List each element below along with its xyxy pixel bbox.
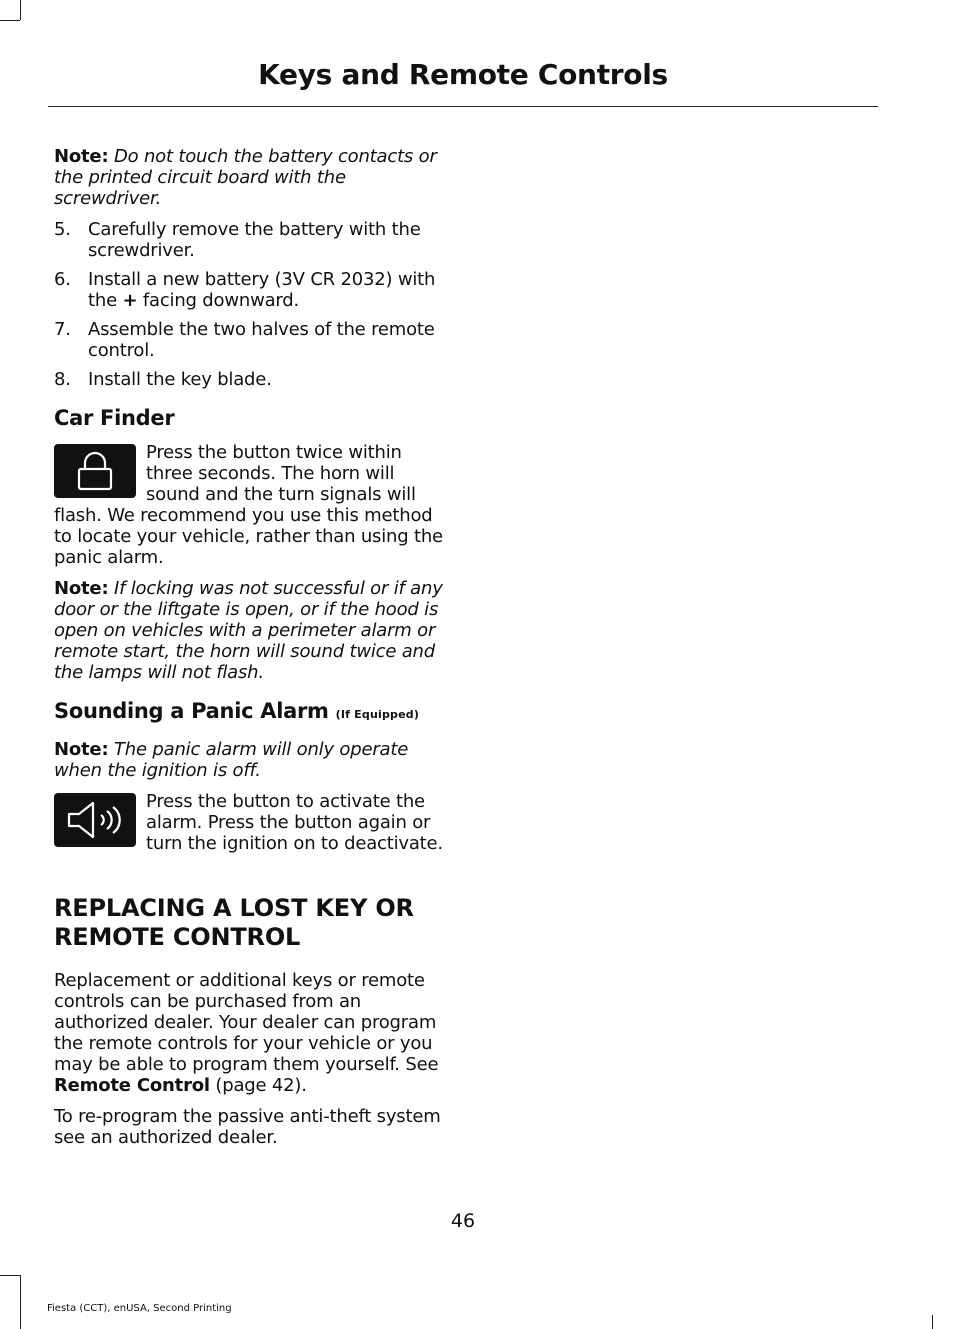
locking-note [54, 578, 446, 683]
main-column [54, 146, 446, 1148]
note-text: If locking was not successful or if any door or the liftgate is open, or if the hood is open on vehicles with a perimeter alarm or remote start, the horn will sound twice and the lamps will not flash. [54, 578, 443, 683]
panic-alarm-title: Sounding a Panic Alarm [54, 699, 329, 723]
crop-mark [20, 0, 21, 20]
step-text: facing downward. [137, 290, 300, 311]
replacing-key-heading [54, 894, 446, 952]
list-item [54, 319, 446, 361]
car-finder-text: Press the button twice within three seconds. The horn will sound and the turn signals will flash. We recommend you use this method to locate your vehicle, rather than using the panic alarm. [54, 442, 443, 568]
page-title: Keys and Remote Controls [258, 58, 668, 91]
crop-mark [0, 20, 20, 21]
step-text: Install a new battery (3V CR 2032) with the [88, 269, 436, 311]
paragraph-text: (page 42). [209, 1075, 307, 1096]
panic-note [54, 739, 446, 781]
panic-alarm-text: Press the button to activate the alarm. Press the button again or turn the ignition on to deactivate. [146, 791, 443, 854]
panic-alarm-heading [54, 699, 446, 727]
step-number: 8. [54, 369, 71, 390]
list-item [54, 219, 446, 261]
replacing-paragraph [54, 970, 446, 1096]
step-text: Install the key blade. [88, 369, 272, 390]
crop-mark [932, 1315, 933, 1329]
car-finder-heading: Car Finder [54, 406, 175, 430]
list-item [54, 269, 446, 311]
reprogram-paragraph: To re-program the passive anti-theft system see an authorized dealer. [54, 1106, 441, 1148]
step-number: 6. [54, 269, 71, 290]
crop-mark [20, 1275, 21, 1329]
paragraph-text: Replacement or additional keys or remote controls can be purchased from an authorized dealer. Your dealer can program the remote controls for your vehicle or you may be able to program them yourself. See [54, 970, 439, 1075]
page-number: 46 [450, 1210, 476, 1232]
step-text: Carefully remove the battery with the screwdriver. [88, 219, 421, 261]
remote-control-reference: Remote Control [54, 1075, 210, 1096]
plus-symbol: + [122, 290, 138, 311]
steps-list [54, 219, 446, 390]
note-label: Note: [54, 146, 109, 167]
heading-line: REMOTE CONTROL [54, 923, 301, 951]
step-text: Assemble the two halves of the remote control. [88, 319, 435, 361]
note-label: Note: [54, 739, 109, 760]
list-item [54, 369, 446, 390]
crop-mark [0, 1275, 20, 1276]
note-label: Note: [54, 578, 109, 599]
note-text: Do not touch the battery contacts or the printed circuit board with the screwdriver. [54, 146, 437, 209]
note-text: The panic alarm will only operate when the ignition is off. [54, 739, 409, 781]
if-equipped-label: (If Equipped) [335, 708, 420, 721]
battery-note [54, 146, 446, 209]
speaker-sound-icon [54, 793, 136, 847]
step-number: 7. [54, 319, 71, 340]
step-number: 5. [54, 219, 71, 240]
footer-text: Fiesta (CCT), enUSA, Second Printing [47, 1303, 232, 1314]
lock-icon [54, 444, 136, 498]
heading-line: REPLACING A LOST KEY OR [54, 894, 414, 922]
header-rule [48, 106, 878, 107]
